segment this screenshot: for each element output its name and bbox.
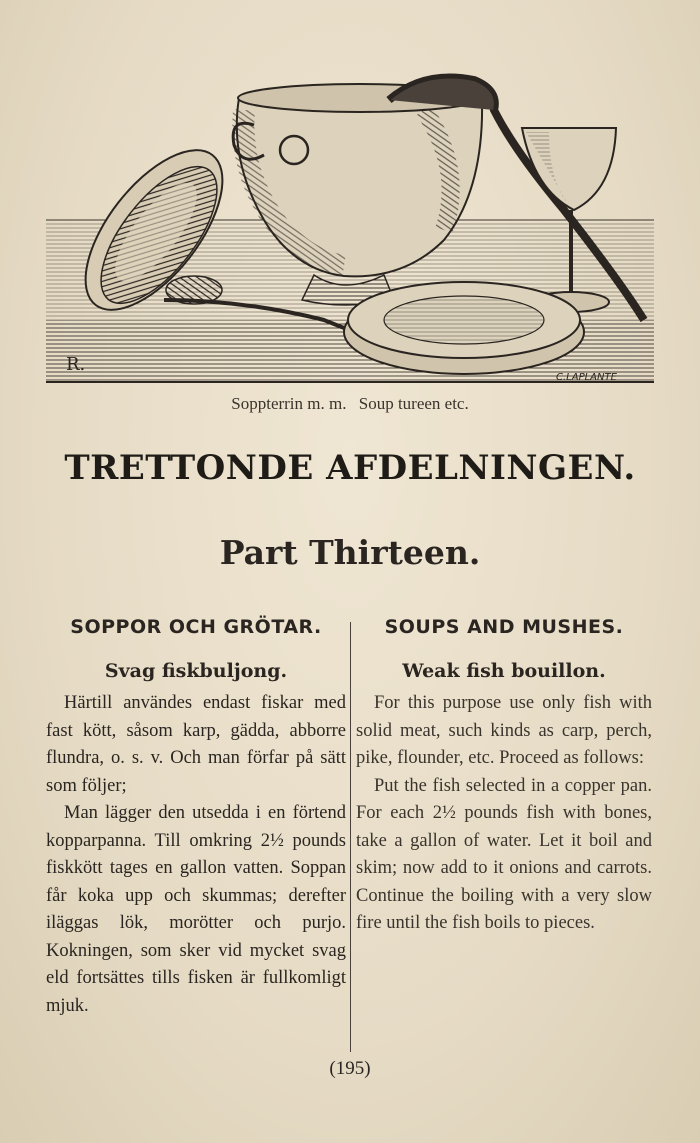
swedish-paragraph: Man lägger den utsedda i en förtend kopparpanna. Till omkring 2½ pounds fiskkött tages en gallon vatten. Soppan får koka upp och skummas; derefter iläggas lök, morötter och purjo. Kokningen, som sker vid mycket svag eld fortsättes tills fisken är fullkomligt mjuk. bbox=[46, 803, 346, 1016]
english-paragraph: For this purpose use only fish with solid meat, such kinds as carp, perch, pike, flounder, etc. Proceed as follows: bbox=[356, 693, 652, 768]
english-column bbox=[356, 616, 652, 938]
illustration-monogram: R. bbox=[66, 354, 86, 375]
english-heading: SOUPS AND MUSHES. bbox=[384, 616, 624, 638]
swedish-paragraph: Härtill användes endast fiskar med fast kött, såsom karp, gädda, abborre flundra, o. s. v. Och man förfar på sätt som följer; bbox=[46, 693, 346, 796]
english-paragraph: Put the fish selected in a copper pan. For each 2½ pounds fish with bones, take a gallon of water. Let it boil and skim; now add to it onions and carrots. Continue the boiling with a very slow fire until the fish boils to pieces. bbox=[356, 775, 652, 933]
caption-swedish: Soppterrin m. m. bbox=[231, 394, 347, 413]
column-divider bbox=[350, 622, 351, 1052]
english-subheading: Weak fish bouillon. bbox=[402, 660, 606, 682]
part-title: Part Thirteen. bbox=[219, 533, 481, 572]
swedish-subheading: Svag fiskbuljong. bbox=[104, 660, 288, 682]
page-number: (195) bbox=[329, 1058, 371, 1079]
swedish-heading: SOPPOR OCH GRÖTAR. bbox=[70, 616, 322, 638]
caption-english: Soup tureen etc. bbox=[358, 394, 469, 413]
swedish-column bbox=[46, 616, 346, 1020]
section-title: TRETTONDE AFDELNINGEN. bbox=[64, 448, 636, 488]
illustration-caption bbox=[0, 394, 700, 414]
soup-tureen-engraving bbox=[44, 70, 656, 388]
engraver-signature: C.LAPLANTE bbox=[556, 372, 617, 383]
